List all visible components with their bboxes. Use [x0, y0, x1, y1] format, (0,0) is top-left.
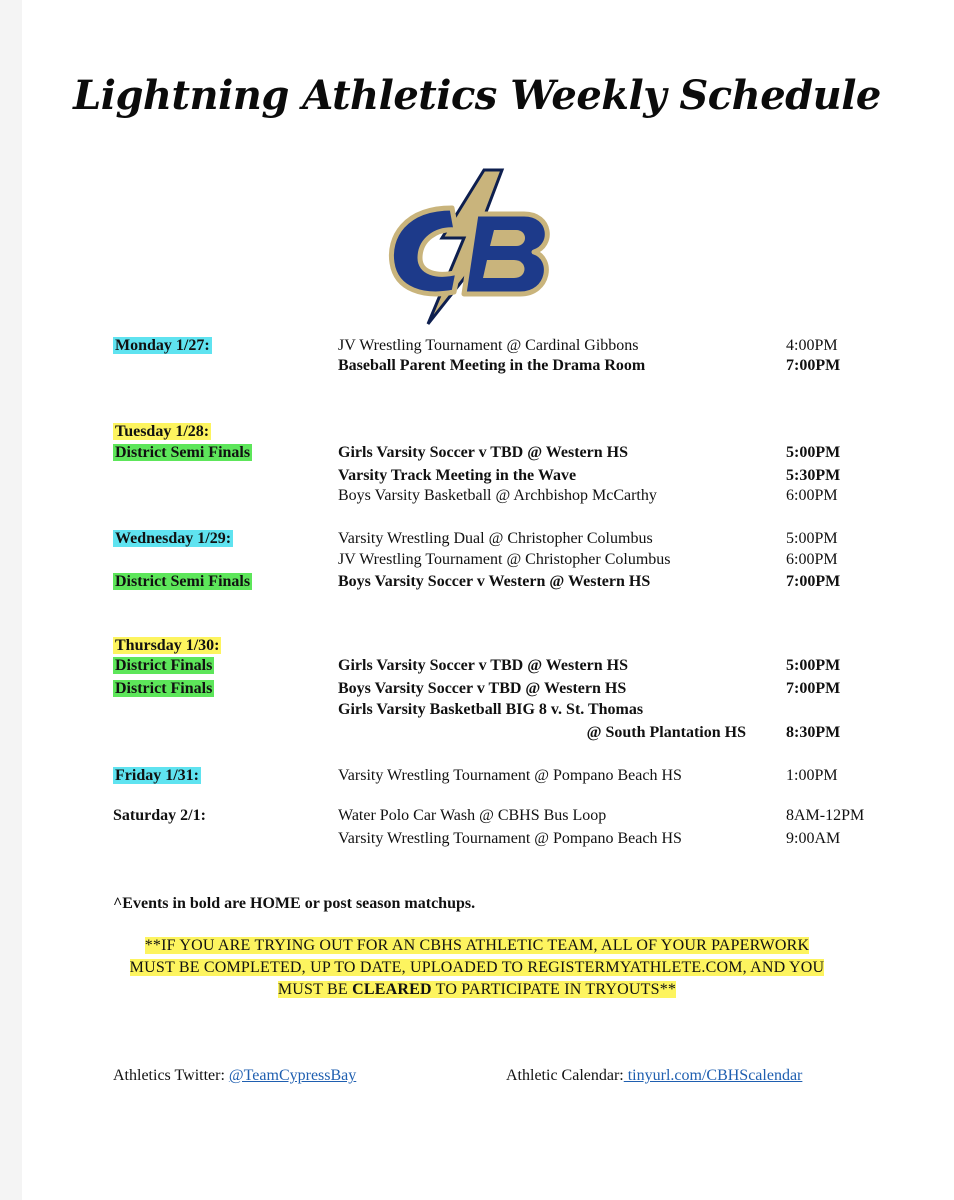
event-time: 7:00PM	[786, 357, 841, 374]
warning-cleared: CLEARED	[352, 981, 432, 998]
day-label: Friday 1/31:	[115, 767, 199, 784]
event-text: Girls Varsity Soccer v TBD @ Western HS	[338, 657, 628, 674]
event-time: 5:00PM	[786, 444, 841, 461]
event-text: JV Wrestling Tournament @ Cardinal Gibbons	[338, 337, 639, 354]
event-text: JV Wrestling Tournament @ Christopher Columbus	[338, 551, 671, 568]
schedule-row	[0, 550, 954, 570]
calendar-label: Athletic Calendar:	[506, 1067, 624, 1084]
schedule-row	[0, 422, 954, 442]
tryout-warning	[0, 935, 954, 1001]
schedule-row	[0, 529, 954, 549]
schedule-row	[0, 679, 954, 699]
postseason-label: District Finals	[115, 680, 213, 697]
schedule-row	[0, 636, 954, 656]
schedule-row	[0, 356, 954, 376]
event-text: Boys Varsity Basketball @ Archbishop McCarthy	[338, 487, 657, 504]
warning-line-1: **IF YOU ARE TRYING OUT FOR AN CBHS ATHLETIC TEAM, ALL OF YOUR PAPERWORK	[144, 937, 810, 954]
day-label: Wednesday 1/29:	[115, 530, 232, 547]
postseason-label: District Semi Finals	[115, 573, 251, 590]
schedule-row	[0, 806, 954, 826]
event-text: Baseball Parent Meeting in the Drama Room	[338, 357, 646, 374]
postseason-label: District Finals	[115, 657, 213, 674]
twitter-link[interactable]: @TeamCypressBay	[228, 1067, 357, 1084]
event-time: 4:00PM	[786, 337, 838, 354]
schedule-row	[0, 766, 954, 786]
day-label: Saturday 2/1:	[113, 807, 206, 824]
event-time: 8AM-12PM	[786, 807, 865, 824]
event-time: 5:00PM	[786, 530, 838, 547]
twitter-label: Athletics Twitter:	[113, 1067, 229, 1084]
schedule-row	[0, 656, 954, 676]
event-text: Boys Varsity Soccer v TBD @ Western HS	[338, 680, 627, 697]
day-label: Thursday 1/30:	[115, 637, 220, 654]
warning-line-2: MUST BE COMPLETED, UP TO DATE, UPLOADED TO REGISTERMYATHLETE.COM, AND YOU	[129, 959, 825, 976]
event-time: 6:00PM	[786, 487, 838, 504]
letter-b-icon	[464, 214, 547, 294]
event-time: 1:00PM	[786, 767, 838, 784]
event-text: Varsity Wrestling Dual @ Christopher Columbus	[338, 530, 653, 547]
schedule-row	[0, 700, 954, 720]
event-text: Varsity Track Meeting in the Wave	[338, 467, 577, 484]
schedule-row	[0, 336, 954, 356]
letter-c-icon	[391, 208, 458, 294]
schedule-row	[0, 486, 954, 506]
schedule-row	[0, 572, 954, 592]
bold-events-note: ^Events in bold are HOME or post season matchups.	[113, 895, 476, 912]
schedule-row	[0, 723, 954, 743]
postseason-label: District Semi Finals	[115, 444, 251, 461]
event-time: 5:00PM	[786, 657, 841, 674]
event-time: 7:00PM	[786, 573, 841, 590]
event-text: Varsity Wrestling Tournament @ Pompano Beach HS	[338, 767, 682, 784]
event-text: @ South Plantation HS	[586, 724, 746, 741]
warning-line-3-start: MUST BE	[277, 981, 353, 998]
warning-line-3-end: TO PARTICIPATE IN TRYOUTS**	[431, 981, 677, 998]
day-label: Tuesday 1/28:	[115, 423, 210, 440]
schedule-row	[0, 829, 954, 849]
calendar-link[interactable]: tinyurl.com/CBHScalendar	[623, 1067, 803, 1084]
event-text: Girls Varsity Basketball BIG 8 v. St. Thomas	[338, 701, 644, 718]
page-title: Lightning Athletics Weekly Schedule	[73, 72, 881, 119]
event-time: 6:00PM	[786, 551, 838, 568]
event-text: Varsity Wrestling Tournament @ Pompano Beach HS	[338, 830, 682, 847]
event-text: Water Polo Car Wash @ CBHS Bus Loop	[338, 807, 607, 824]
cb-logo	[384, 168, 554, 326]
event-time: 7:00PM	[786, 680, 841, 697]
day-label: Monday 1/27:	[115, 337, 210, 354]
calendar-footer	[506, 1067, 802, 1085]
schedule-row	[0, 443, 954, 463]
schedule-row	[0, 466, 954, 486]
event-time: 9:00AM	[786, 830, 841, 847]
twitter-footer	[113, 1067, 356, 1085]
event-text: Boys Varsity Soccer v Western @ Western HS	[338, 573, 651, 590]
event-time: 5:30PM	[786, 467, 841, 484]
event-text: Girls Varsity Soccer v TBD @ Western HS	[338, 444, 628, 461]
event-time: 8:30PM	[786, 724, 841, 741]
